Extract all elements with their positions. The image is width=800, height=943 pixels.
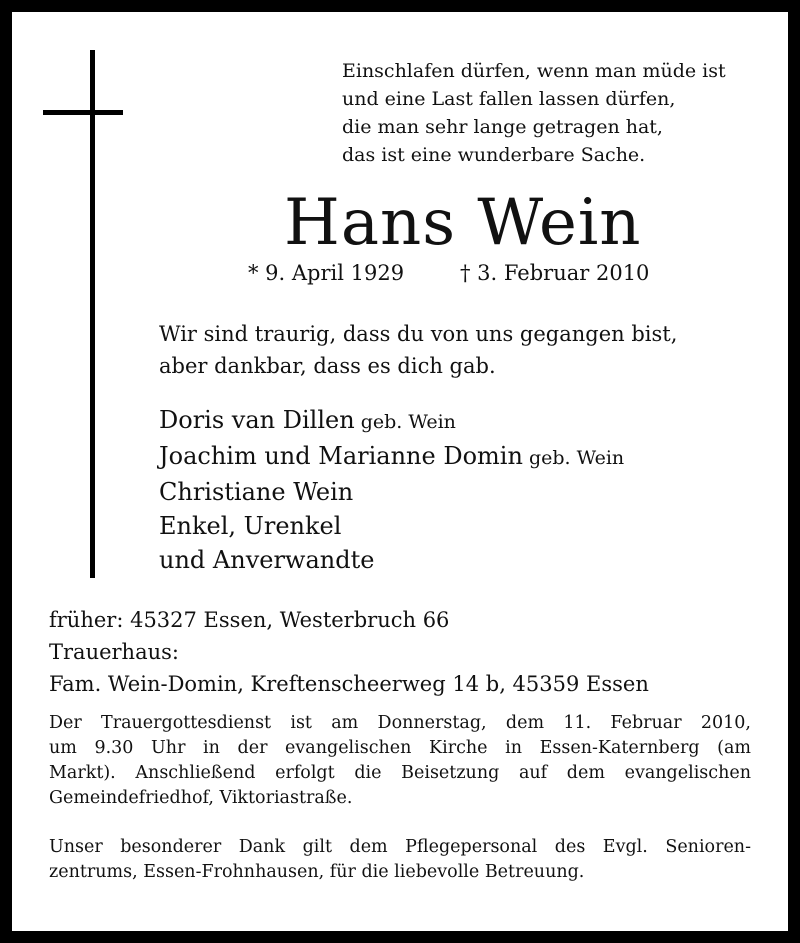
mourning-house-label: Trauerhaus: (49, 640, 179, 664)
sentence-line: aber dankbar, dass es dich gab. (159, 354, 496, 378)
funeral-service-text (49, 711, 751, 811)
poem-line: und eine Last fallen lassen dürfen, (342, 88, 676, 110)
thanks-line: Unser besonderer Dank gilt dem Pflegepersonal des Evgl. Senioren- (49, 837, 751, 857)
birth-date: * 9. April 1929 (248, 261, 405, 285)
family-member-name: Christiane Wein (159, 478, 354, 506)
mourning-house-address: Fam. Wein-Domin, Kreftenscheerweg 14 b, 45359 Essen (49, 672, 649, 696)
family-member (159, 403, 779, 439)
service-line: Der Trauergottesdienst ist am Donnerstag, dem 11. Februar 2010, (49, 713, 751, 733)
thanks-text (49, 835, 751, 885)
poem (342, 57, 782, 169)
maiden-name: geb. Wein (354, 411, 456, 433)
address-block (49, 604, 769, 700)
service-line: Markt). Anschließend erfolgt die Beisetzung auf dem evangelischen (49, 763, 751, 783)
cross-icon (90, 50, 95, 578)
poem-line: das ist eine wunderbare Sache. (342, 144, 646, 166)
mourning-sentence (159, 318, 759, 382)
family-member (159, 509, 779, 543)
service-line: um 9.30 Uhr in der evangelischen Kirche in Essen-Katernberg (am (49, 738, 751, 758)
deceased-name: Hans Wein (284, 186, 642, 260)
family-list (159, 403, 779, 577)
death-date: † 3. Februar 2010 (460, 261, 650, 285)
poem-line: Einschlafen dürfen, wenn man müde ist (342, 60, 726, 82)
family-member-name: Doris van Dillen (159, 406, 355, 434)
family-member (159, 475, 779, 509)
family-member (159, 543, 779, 577)
former-address: früher: 45327 Essen, Westerbruch 66 (49, 608, 450, 632)
family-member-name: Enkel, Urenkel (159, 512, 342, 540)
service-line: Gemeindefriedhof, Viktoriastraße. (49, 788, 353, 808)
poem-line: die man sehr lange getragen hat, (342, 116, 663, 138)
family-member (159, 439, 779, 475)
sentence-line: Wir sind traurig, dass du von uns gegangen bist, (159, 322, 678, 346)
thanks-line: zentrums, Essen-Frohnhausen, für die liebevolle Betreuung. (49, 862, 585, 882)
cross-icon-crossbar (43, 110, 123, 115)
family-member-name: Joachim und Marianne Domin (159, 442, 523, 470)
maiden-name: geb. Wein (522, 447, 625, 469)
family-member-name: und Anverwandte (159, 546, 375, 574)
